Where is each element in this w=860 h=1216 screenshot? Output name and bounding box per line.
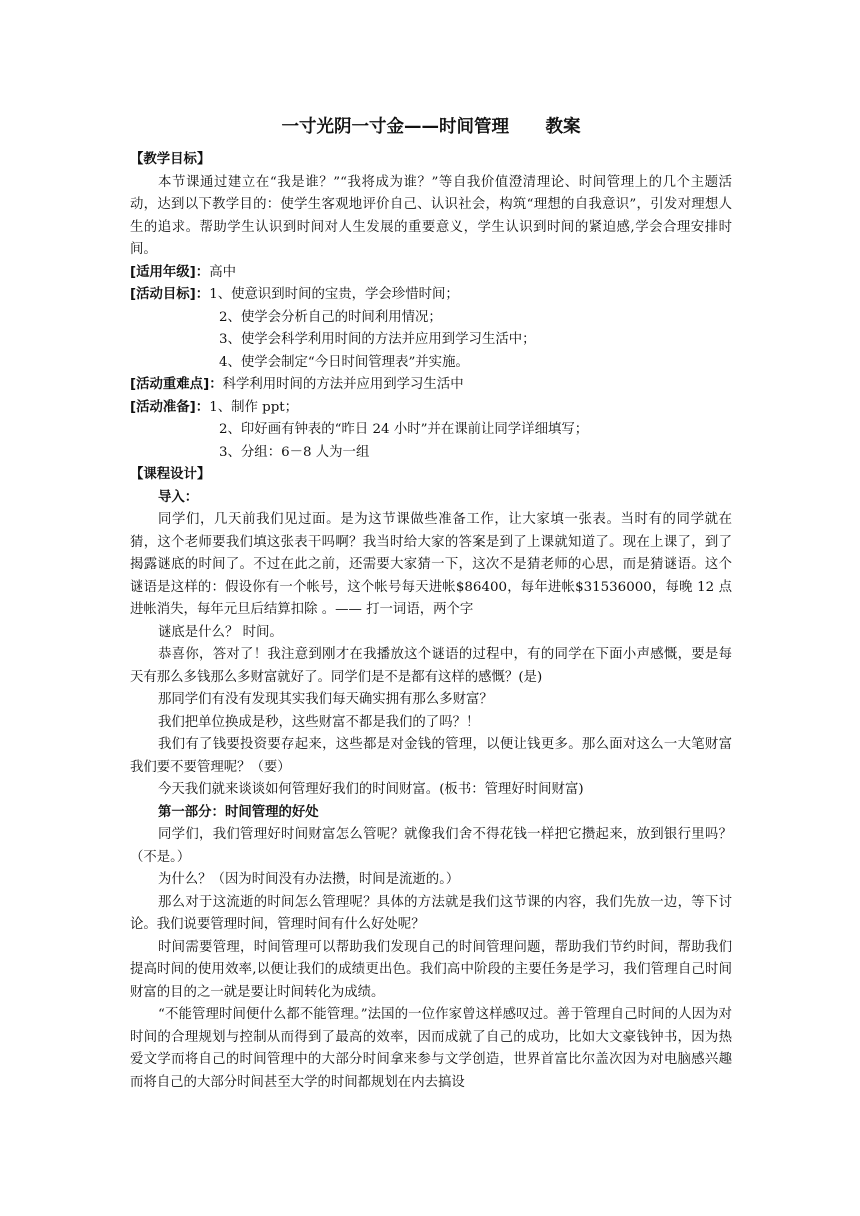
preparation-item: 1、制作 ppt；	[209, 399, 299, 415]
grade-value: 高中	[209, 264, 236, 280]
goals-heading: 【教学目标】	[130, 152, 211, 167]
grade-row	[130, 262, 732, 285]
design-heading: 【课程设计】	[130, 467, 211, 482]
paragraph: 那么对于这流逝的时间怎么管理呢？具体的方法就是我们这节课的内容，我们先放一边，等下讨论。我们说要管理时间，管理时间有什么好处呢？	[130, 894, 732, 932]
preparation-item: 2、印好画有钟表的“昨日 24 小时”并在课前让同学详细填写；	[219, 422, 589, 437]
key-points-row	[130, 374, 732, 397]
activity-goal-item: 3、使学会科学利用时间的方法并应用到学习生活中；	[219, 332, 536, 347]
paragraph: 那同学们有没有发现其实我们每天确实拥有那么多财富？	[158, 692, 493, 707]
preparation-label: [活动准备]：	[130, 399, 210, 415]
activity-goal-item: 4、使学会制定“今日时间管理表”并实施。	[219, 354, 469, 370]
paragraph: 我们有了钱要投资要存起来，这些都是对金钱的管理，以便让钱更多。那么面对这么一大笔财富我们要不要管理呢？（要）	[130, 737, 732, 775]
paragraph: 谜底是什么？ 时间。	[158, 624, 283, 640]
paragraph: 同学们，我们管理好时间财富怎么管呢？就像我们舍不得花钱一样把它攒起来，放到银行里吗？（不是。）	[130, 827, 732, 865]
activity-goal-item: 1、使意识到时间的宝贵，学会珍惜时间；	[209, 287, 459, 302]
key-points-label: [活动重难点]：	[130, 377, 223, 392]
lesson-plan-page	[130, 114, 732, 1094]
paragraph: 为什么？（因为时间没有办法攒，时间是流逝的。）	[158, 872, 460, 887]
paragraph: 时间需要管理，时间管理可以帮助我们发现自己的时间管理问题，帮助我们节约时间，帮助我们提高时间的使用效率,以便让我们的成绩更出色。我们高中阶段的主要任务是学习，我们管理自己时间财富的目的之一就是要让时间转化为成绩。	[130, 939, 732, 1000]
paragraph: 今天我们就来谈谈如何管理好我们的时间财富。(板书：管理好时间财富)	[158, 782, 584, 797]
key-points-value: 科学利用时间的方法并应用到学习生活中	[222, 377, 464, 392]
activity-goal-item: 2、使学会分析自己的时间利用情况；	[219, 309, 442, 325]
goals-body: 本节课通过建立在“我是谁？”“我将成为谁？”等自我价值澄清理论、时间管理上的几个主题活动，达到以下教学目的：使学生客观地评价自己、认识社会，构筑“理想的自我意识”，引发对理想人生的追求。帮助学生认识到时间对人生发展的重要意义，学生认识到时间的紧迫感,学会合理安排时间。	[130, 174, 732, 257]
paragraph: 我们把单位换成是秒，这些财富不都是我们的了吗？！	[158, 714, 480, 730]
activity-goals-row	[130, 284, 732, 307]
intro-heading: 导入：	[158, 489, 199, 505]
grade-label: [适用年级]：	[130, 264, 210, 280]
preparation-item: 3、分组：6－8 人为一组	[219, 444, 370, 460]
page-title: 一寸光阴一寸金——时间管理 教案	[281, 117, 581, 137]
activity-goals-label: [活动目标]：	[130, 287, 210, 302]
paragraph: “不能管理时间便什么都不能管理。”法国的一位作家曾这样感叹过。善于管理自己时间的人因为对时间的合理规划与控制从而得到了最高的效率，因而成就了自己的成功，比如大文豪钱钟书，因为热爱文学而将自己的时间管理中的大部分时间拿来参与文学创造，世界首富比尔盖次因为对电脑感兴趣而将自己的大部分时间甚至大学的时间都规划在内去搞设	[130, 1007, 732, 1090]
paragraph: 恭喜你，答对了！我注意到刚才在我播放这个谜语的过程中，有的同学在下面小声感慨，要是每天有那么多钱那么多财富就好了。同学们是不是都有这样的感慨？(是)	[130, 647, 732, 685]
preparation-row	[130, 397, 732, 420]
part1-heading: 第一部分：时间管理的好处	[158, 804, 319, 820]
paragraph: 同学们，几天前我们见过面。是为这节课做些准备工作，让大家填一张表。当时有的同学就在猜，这个老师要我们填这张表干吗啊？我当时给大家的答案是到了上课就知道了。现在上课了，到了揭露谜底的时间了。不过在此之前，还需要大家猜一下，这次不是猜老师的心思，而是猜谜语。这个谜语是这样的：假设你有一个帐号，这个帐号每天进帐$86400，每年进帐$31536000，每晚 12 点进帐消失，每年元旦后结算扣除 。—— 打一词语，两个字	[130, 512, 732, 617]
